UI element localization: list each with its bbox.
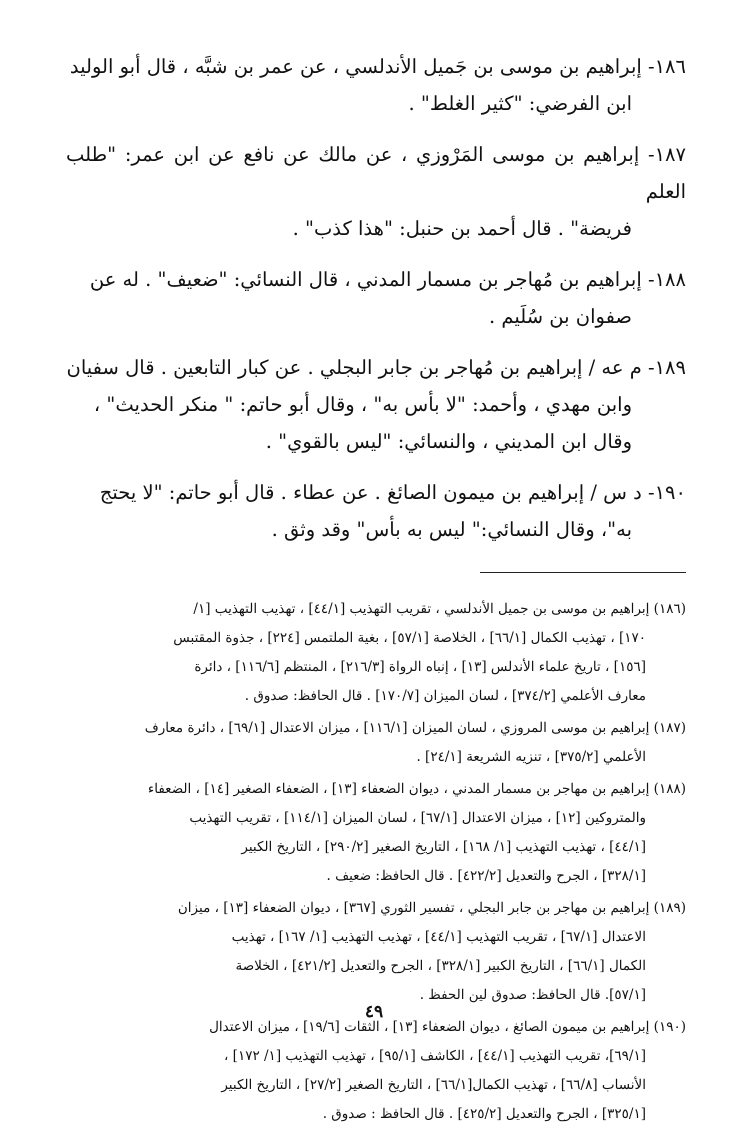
entry-line: ١٨٧- إبراهيم بن موسى المَرْوزي ، عن مالك عن نافع عن ابن عمر: "طلب العلم [66,143,686,203]
footnote-line: (١٨٩) إبراهيم بن مهاجر بن جابر البجلي ، تفسير الثوري [٣٦٧] ، ديوان الضعفاء [١٣] ، ميزان [177,900,686,916]
entry-190 [66,474,686,548]
entry-line: ١٩٠- د س / إبراهيم بن ميمون الصائغ . عن عطاء . قال أبو حاتم: "لا يحتج [99,481,686,504]
entry-188 [66,261,686,335]
footnote-line: الكمال [٦٦/١] ، التاريخ الكبير [٣٢٨/١] ، الجرح والتعديل [٤٢١/٢] ، الخلاصة [235,958,646,974]
footnote-line: (١٩٠) إبراهيم بن ميمون الصائغ ، ديوان الضعفاء [١٣] ، الثقات [١٩/٦] ، ميزان الاعتدال [209,1019,686,1035]
entry-line: ابن الفرضي: "كثير الغلط" . [408,92,632,115]
page-number: ٤٩ [364,1002,384,1022]
footnote-190 [66,1013,686,1129]
footnote-line: ١٧٠] ، تهذيب الكمال [٦٦/١] ، الخلاصة [٥٧/١] ، بغية الملتمس [٢٢٤] ، جذوة المقتبس [173,630,646,646]
entry-line: ١٨٨- إبراهيم بن مُهاجر بن مسمار المدني ، قال النسائي: "ضعيف" . له عن [89,268,686,291]
footnotes-section [66,595,686,1129]
footnote-line: الأنساب [٦٦/٨] ، تهذيب الكمال[٦٦/١] ، التاريخ الصغير [٢٧/٢] ، التاريخ الكبير [221,1077,646,1093]
footnote-line: الاعتدال [٦٧/١] ، تقريب التهذيب [٤٤/١] ، تهذيب التهذيب [١/ ١٦٧] ، تهذيب [231,929,646,945]
entry-line: به"، وقال النسائي:" ليس به بأس" وقد وثق . [271,518,632,541]
entry-187 [66,136,686,247]
entry-186 [66,48,686,122]
footnote-line: [٣٢٨/١] ، الجرح والتعديل [٤٢٢/٢] . قال الحافظ: ضعيف . [326,868,646,884]
entry-line: وقال ابن المديني ، والنسائي: "ليس بالقوي" . [265,430,632,453]
footnote-line: معارف الأعلمي [٣٧٤/٢] ، لسان الميزان [١٧٠/٧] . قال الحافظ: صدوق . [244,688,646,704]
footnote-line: [١٥٦] ، تاريخ علماء الأندلس [١٣] ، إنباه الرواة [٢١٦/٣] ، المنتظم [١١٦/٦] ، دائرة [194,659,646,675]
footnote-line: [٦٩/١]، تقريب التهذيب [٤٤/١] ، الكاشف [٩٥/١] ، تهذيب التهذيب [١/ ١٧٢] ، [224,1048,646,1064]
entry-line: صفوان بن سُلَيم . [489,305,632,328]
footnote-line: (١٨٧) إبراهيم بن موسى المروزي ، لسان الميزان [١١٦/١] ، ميزان الاعتدال [٦٩/١] ، دائرة معارف [144,720,686,736]
footnote-line: [٤٤/١] ، تهذيب التهذيب [١/ ١٦٨] ، التاريخ الصغير [٢٩٠/٢] ، التاريخ الكبير [241,839,646,855]
entry-line: ١٨٦- إبراهيم بن موسى بن جَميل الأندلسي ، عن عمر بن شبَّه ، قال أبو الوليد [69,55,686,78]
footnote-line: (١٨٨) إبراهيم بن مهاجر بن مسمار المدني ، ديوان الضعفاء [١٣] ، الضعفاء الصغير [١٤] ، الضعفاء [147,781,686,797]
entry-line: ١٨٩- م عه / إبراهيم بن مُهاجر بن جابر البجلي . عن كبار التابعين . قال سفيان [66,356,686,379]
footnote-186 [66,595,686,711]
footnote-187 [66,714,686,772]
footnote-line: [٣٢٥/١] ، الجرح والتعديل [٤٢٥/٢] . قال الحافظ : صدوق . [322,1106,646,1122]
entry-line: فريضة" . قال أحمد بن حنبل: "هذا كذب" . [292,217,632,240]
footnote-line: (١٨٦) إبراهيم بن موسى بن جميل الأندلسي ، تقريب التهذيب [٤٤/١] ، تهذيب التهذيب [١/ [193,601,686,617]
entries-section [66,48,686,548]
footnote-line: والمتروكين [١٢] ، ميزان الاعتدال [٦٧/١] ، لسان الميزان [١١٤/١] ، تقريب التهذيب [189,810,646,826]
entry-line: وابن مهدي ، وأحمد: "لا بأس به" ، وقال أبو حاتم: " منكر الحديث" ، [93,393,632,416]
footnote-separator [480,572,686,573]
footnote-189 [66,894,686,1010]
footnote-line: الأعلمي [٣٧٥/٢] ، تنزيه الشريعة [٢٤/١] . [416,749,646,765]
footnote-line: [٥٧/١]. قال الحافظ: صدوق لين الحفظ . [419,987,646,1003]
entry-189 [66,349,686,460]
footnote-188 [66,775,686,891]
